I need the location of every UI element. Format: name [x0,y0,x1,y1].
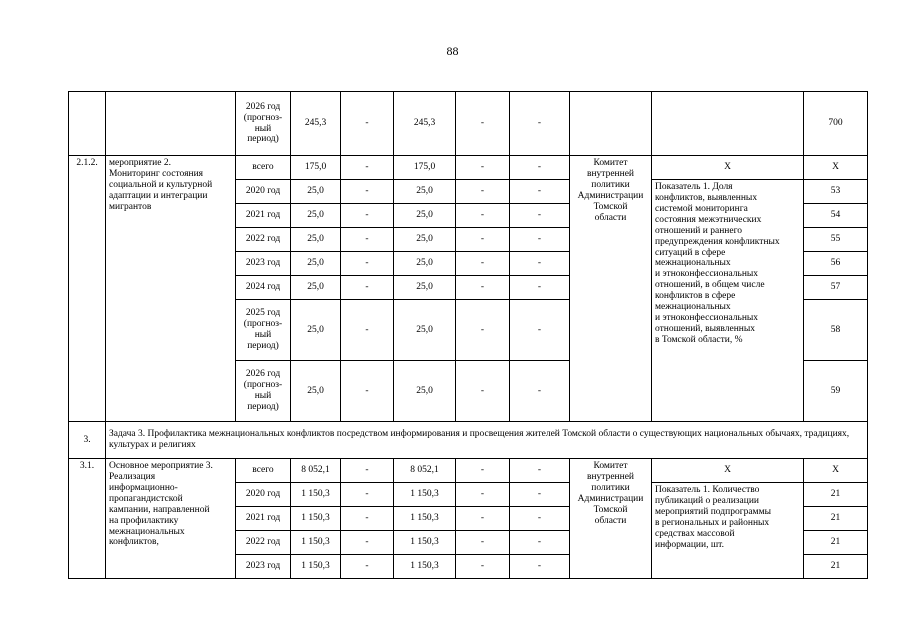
cell-regional: 175,0 [394,156,456,180]
cell-local: - [456,204,510,228]
cell-total: 1 150,3 [291,483,341,507]
cell-indicator-value: Х [804,156,868,180]
cell-federal: - [341,204,394,228]
item-number: 3.1. [69,459,106,579]
cell-indicator-value: 59 [804,361,868,422]
cell-federal: - [341,252,394,276]
cell-regional: 1 150,3 [394,483,456,507]
item-name: мероприятие 2. Мониторинг состояния социальной и культурной адаптации и интеграции мигрантов [106,156,236,422]
cell-local: - [456,156,510,180]
cell-other: - [510,180,570,204]
cell-year: 2025 год (прогноз- ный период) [236,300,291,361]
task-number: 3. [69,422,106,459]
indicator-x: Х [652,156,804,180]
task-description: Задача 3. Профилактика межнациональных конфликтов посредством информирования и просвещения жителей Томской области о существующих национальных обычаях, традициях, культурах и религиях [106,422,868,459]
cell-federal: - [341,276,394,300]
cell-other: - [510,204,570,228]
cell-local: - [456,459,510,483]
cell-year: всего [236,156,291,180]
cell-number [69,92,106,156]
cell-indicator-value: 21 [804,531,868,555]
cell-other: - [510,300,570,361]
cell-other: - [510,252,570,276]
cell-federal: - [341,180,394,204]
indicator-description: Показатель 1. Количество публикаций о реализации мероприятий подпрограммы в региональных и районных средствах массовой информации, шт. [652,483,804,579]
cell-indicator-value: 21 [804,507,868,531]
cell-total: 25,0 [291,252,341,276]
cell-indicator [652,92,804,156]
cell-year: 2026 год (прогноз- ный период) [236,361,291,422]
cell-local: - [456,180,510,204]
indicator-description: Показатель 1. Доля конфликтов, выявленных системой мониторинга состояния межэтнических отношений и раннего предупреждения конфликтных ситуаций в сфере межнациональных и этноконфессиональных отношений, в общем числе конфликтов в сфере межнациональных и этноконфессиональных отношений, выявленных в Томской области, % [652,180,804,422]
cell-regional: 25,0 [394,204,456,228]
table-row [69,459,868,483]
cell-local: - [456,555,510,579]
cell-local: - [456,507,510,531]
cell-regional: 245,3 [394,92,456,156]
cell-total: 25,0 [291,204,341,228]
table-row [69,92,868,156]
cell-federal: - [341,459,394,483]
indicator-x: Х [652,459,804,483]
item-executor: Комитет внутренней политики Администрации Томской области [570,459,652,579]
cell-total: 175,0 [291,156,341,180]
cell-year: 2026 год (прогноз- ный период) [236,92,291,156]
item-number: 2.1.2. [69,156,106,422]
cell-local: - [456,300,510,361]
cell-indicator-value: 54 [804,204,868,228]
cell-regional: 25,0 [394,252,456,276]
cell-total: 1 150,3 [291,555,341,579]
cell-regional: 25,0 [394,300,456,361]
cell-local: - [456,252,510,276]
cell-regional: 1 150,3 [394,555,456,579]
cell-other: - [510,276,570,300]
cell-federal: - [341,555,394,579]
cell-regional: 25,0 [394,276,456,300]
cell-year: 2024 год [236,276,291,300]
cell-local: - [456,531,510,555]
cell-other: - [510,92,570,156]
cell-total: 25,0 [291,300,341,361]
cell-indicator-value: 57 [804,276,868,300]
cell-other: - [510,483,570,507]
cell-regional: 8 052,1 [394,459,456,483]
cell-other: - [510,361,570,422]
cell-local: - [456,276,510,300]
page-number: 88 [446,44,459,58]
item-name: Основное мероприятие 3. Реализация информационно- пропагандистской кампании, направленной на профилактику межнациональных конфликтов, [106,459,236,579]
cell-federal: - [341,483,394,507]
cell-total: 25,0 [291,276,341,300]
cell-regional: 1 150,3 [394,507,456,531]
cell-regional: 25,0 [394,361,456,422]
cell-local: - [456,361,510,422]
cell-year: 2022 год [236,531,291,555]
cell-other: - [510,531,570,555]
table-row [69,422,868,459]
cell-year: 2020 год [236,180,291,204]
cell-year: 2020 год [236,483,291,507]
cell-executor [570,92,652,156]
cell-other: - [510,555,570,579]
cell-indicator-value: 53 [804,180,868,204]
cell-regional: 1 150,3 [394,531,456,555]
cell-total: 1 150,3 [291,531,341,555]
cell-federal: - [341,507,394,531]
cell-total: 25,0 [291,180,341,204]
cell-other: - [510,459,570,483]
cell-total: 245,3 [291,92,341,156]
cell-regional: 25,0 [394,180,456,204]
cell-other: - [510,507,570,531]
cell-indicator-value: 700 [804,92,868,156]
cell-year: 2021 год [236,204,291,228]
cell-indicator-value: Х [804,459,868,483]
cell-total: 8 052,1 [291,459,341,483]
cell-year: 2023 год [236,252,291,276]
cell-indicator-value: 21 [804,555,868,579]
cell-federal: - [341,92,394,156]
table-row [69,156,868,180]
cell-federal: - [341,531,394,555]
cell-regional: 25,0 [394,228,456,252]
cell-indicator-value: 58 [804,300,868,361]
cell-year: 2022 год [236,228,291,252]
cell-indicator-value: 55 [804,228,868,252]
cell-other: - [510,228,570,252]
cell-indicator-value: 56 [804,252,868,276]
cell-year: 2021 год [236,507,291,531]
cell-total: 1 150,3 [291,507,341,531]
cell-total: 25,0 [291,361,341,422]
cell-total: 25,0 [291,228,341,252]
cell-federal: - [341,228,394,252]
cell-local: - [456,228,510,252]
cell-federal: - [341,361,394,422]
item-executor: Комитет внутренней политики Администрации Томской области [570,156,652,422]
cell-federal: - [341,300,394,361]
cell-federal: - [341,156,394,180]
cell-indicator-value: 21 [804,483,868,507]
cell-local: - [456,483,510,507]
cell-local: - [456,92,510,156]
cell-name [106,92,236,156]
cell-year: 2023 год [236,555,291,579]
program-table [68,91,868,579]
cell-year: всего [236,459,291,483]
cell-other: - [510,156,570,180]
